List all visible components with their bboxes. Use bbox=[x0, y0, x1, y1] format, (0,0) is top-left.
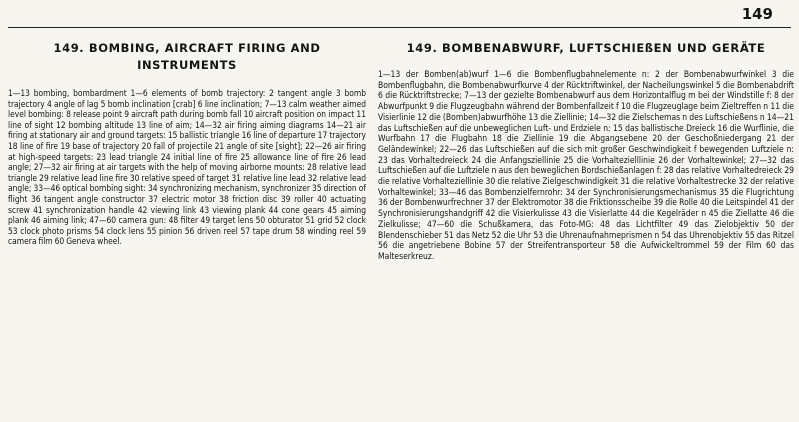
german-body-text: 1—13 der Bomben(ab)wurf 1—6 die Bombenflugbahnelemente n: 2 der Bombenabwurfwinkel 3 die Bombenflugbahn, die Bombenabwurfkurve 4 der Rücktriftwinkel, der Nacheilungswinkel 5 die Bombenabdrift 6 die Rücktriftstrecke; 7—13 der gezielte Bombenabwurf aus dem Horizontalflug m bei der Windstille f: 8 der Abwurfpunkt 9 die Flugzeugbahn während der Bombenfallzeit f 10 die Flugzeuglage beim Zieltreffen n 11 die Visierlinie 12 die (Bomben)abwurfhöhe 13 die Ziellinie; 14—32 die Zielschemas n des Luftschießens n 14—21 das Luftschießen auf die unbeweglichen Luft- und Erdziele n: 15 das ballistische Dreieck 16 die Wurflinie, die Wurfbahn 17 die Flugbahn 18 die Ziellinie 19 die Abgangsebene 20 der Geschoßniedergang 21 der Geländewinkel; 22—26 das Luftschießen auf die sich mit großer Geschwindigkeit f bewegenden Luftziele n: 23 das Vorhaltedreieck 24 die Anfangsziellinie 25 die Vorhaltezielllinie 26 der Vorhaltewinkel; 27—32 das Luftschießen auf die Luftziele n aus den beweglichen Bordschießanlagen f: 28 das relative Vorhaltedreieck 29 die relative Vorhalteziellinie 30 die relative Zielgeschwindigkeit 31 die relative Vorhaltestrecke 32 der relative Vorhaltewinkel; 33—46 das Bombenzielfernrohr: 34 der Synchronisierungsmechanismus 35 die Flugrichtung 36 der Bombenwurfrechner 37 der Elektromotor 38 die Friktionsscheibe 39 die Rolle 40 die Leitspindel 41 der Synchronisierungshandgriff 42 die Visierkulisse 43 die Visierlatte 44 die Kegelräder n 45 die Ziellatte 46 die Zielkulisse; 47—60 die Schußkamera, das Foto-MG: 48 das Lichtfilter 49 das Zielobjektiv 50 der Blendenschieber 51 das Netz 52 die Uhr 53 die Uhrenaufnahmeprismen n 54 das Uhrenobjektiv 55 das Ritzel 56 die angetriebene Bobine 57 der Streifentransporteur 58 die Aufwickeltrommel 59 der Film 60 das Malteserkreuz. bbox=[378, 70, 794, 262]
english-body-text: 1—13 bombing, bombardment 1—6 elements of bomb trajectory: 2 tangent angle 3 bomb trajectory 4 angle of lag 5 bomb inclination [crab] 6 line inclination; 7—13 calm weather aimed level bombing: 8 release point 9 aircraft path during bomb fall 10 aircraft position on impact 11 line of sight 12 bombing altitude 13 line of aim; 14—32 air firing aiming diagrams 14—21 air firing at stationary air and ground targets: 15 ballistic triangle 16 line of departure 17 trajectory 18 line of fire 19 base of trajectory 20 fall of projectile 21 angle of site [sight]; 22—26 air firing at high-speed targets: 23 lead triangle 24 initial line of fire 25 allowance line of fire 26 lead angle; 27—32 air firing at air targets with the help of moving airborne mounts: 28 relative lead triangle 29 relative lead line fire 30 relative speed of target 31 relative line lead 32 relative lead angle; 33—46 optical bombing sight: 34 synchronizing mechanism, synchronizer 35 direction of flight 36 tangent angle constructor 37 electric motor 38 friction disc 39 roller 40 actuating screw 41 synchronization handle 42 viewing link 43 viewing plank 44 cone gears 45 aiming plank 46 aiming link; 47—60 camera gun: 48 filter 49 target lens 50 obturator 51 grid 52 clock 53 clock photo prisms 54 clock lens 55 pinion 56 driven reel 57 tape drum 58 winding reel 59 camera film 60 Geneva wheel. bbox=[8, 88, 366, 247]
english-heading: 149. BOMBING, AIRCRAFT FIRING AND INSTRUMENTS bbox=[53, 41, 321, 72]
german-heading: 149. BOMBENABWURF, LUFTSCHIEßEN UND GERÄTE bbox=[406, 41, 766, 55]
header-rule bbox=[8, 27, 791, 28]
german-column bbox=[378, 40, 794, 263]
page-number: 149 bbox=[741, 5, 773, 23]
english-column bbox=[8, 40, 366, 247]
